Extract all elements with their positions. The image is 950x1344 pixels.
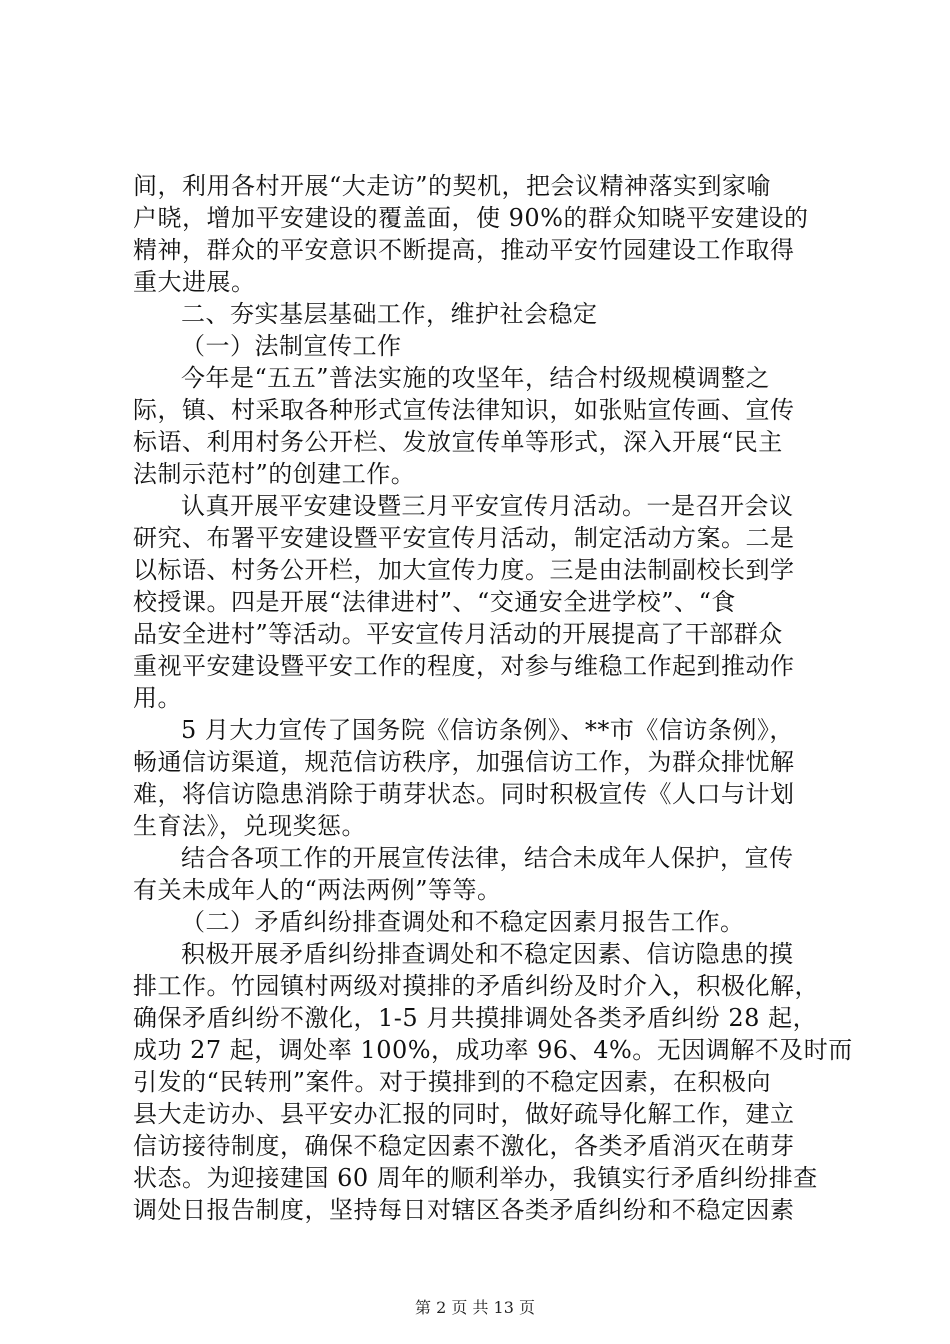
body-line: 标语、利用村务公开栏、发放宣传单等形式，深入开展“民主 (133, 428, 783, 456)
body-line: 以标语、村务公开栏，加大宣传力度。三是由法制副校长到学 (133, 556, 795, 584)
body-line: 县大走访办、县平安办汇报的同时，做好疏导化解工作，建立 (133, 1100, 795, 1128)
body-line: 品安全进村”等活动。平安宣传月活动的开展提高了干部群众 (133, 620, 783, 648)
body-line: 精神，群众的平安意识不断提高，推动平安竹园建设工作取得 (133, 236, 795, 264)
body-line: 信访接待制度，确保不稳定因素不激化，各类矛盾消灭在萌芽 (133, 1132, 795, 1160)
body-line: 成功 27 起，调处率 100%，成功率 96、4%。无因调解不及时而 (133, 1036, 853, 1064)
body-line: 法制示范村”的创建工作。 (133, 460, 416, 488)
body-line: 引发的“民转刑”案件。对于摸排到的不稳定因素，在积极向 (133, 1068, 772, 1096)
body-line: 用。 (133, 684, 182, 712)
paragraph-first-line: 结合各项工作的开展宣传法律，结合未成年人保护，宣传 (181, 844, 794, 872)
body-line: 难，将信访隐患消除于萌芽状态。同时积极宣传《人口与计划 (133, 780, 795, 808)
subsection-heading: （一）法制宣传工作 (181, 332, 402, 360)
paragraph-first-line: 积极开展矛盾纠纷排查调处和不稳定因素、信访隐患的摸 (181, 940, 794, 968)
body-line: 调处日报告制度，坚持每日对辖区各类矛盾纠纷和不稳定因素 (133, 1196, 795, 1224)
body-line: 重大进展。 (133, 268, 256, 296)
body-line: 有关未成年人的“两法两例”等等。 (133, 876, 502, 904)
body-line: 研究、布署平安建设暨平安宣传月活动，制定活动方案。二是 (133, 524, 795, 552)
body-line: 畅通信访渠道，规范信访秩序，加强信访工作，为群众排忧解 (133, 748, 795, 776)
paragraph-first-line: 5 月大力宣传了国务院《信访条例》、**市《信访条例》， (181, 716, 794, 744)
body-line: 间，利用各村开展“大走访”的契机，把会议精神落实到家喻 (133, 172, 772, 200)
paragraph-first-line: 今年是“五五”普法实施的攻坚年，结合村级规模调整之 (181, 364, 771, 392)
body-line: 生育法》，兑现奖惩。 (133, 812, 366, 840)
paragraph-first-line: 认真开展平安建设暨三月平安宣传月活动。一是召开会议 (181, 492, 794, 520)
body-line: 际，镇、村采取各种形式宣传法律知识，如张贴宣传画、宣传 (133, 396, 795, 424)
subsection-heading: （二）矛盾纠纷排查调处和不稳定因素月报告工作。 (181, 908, 745, 936)
page-number-footer: 第 2 页 共 13 页 (415, 1298, 535, 1317)
body-line: 状态。为迎接建国 60 周年的顺利举办，我镇实行矛盾纠纷排查 (133, 1164, 818, 1192)
body-line: 排工作。竹园镇村两级对摸排的矛盾纠纷及时介入，积极化解， (133, 972, 819, 1000)
body-line: 重视平安建设暨平安工作的程度，对参与维稳工作起到推动作 (133, 652, 795, 680)
body-line: 校授课。四是开展“法律进村”、“交通安全进学校”、“食 (133, 588, 736, 616)
body-line: 确保矛盾纠纷不激化，1-5 月共摸排调处各类矛盾纠纷 28 起， (133, 1004, 818, 1032)
body-line: 户晓，增加平安建设的覆盖面，使 90%的群众知晓平安建设的 (133, 204, 809, 232)
section-heading: 二、夯实基层基础工作，维护社会稳定 (181, 300, 598, 328)
